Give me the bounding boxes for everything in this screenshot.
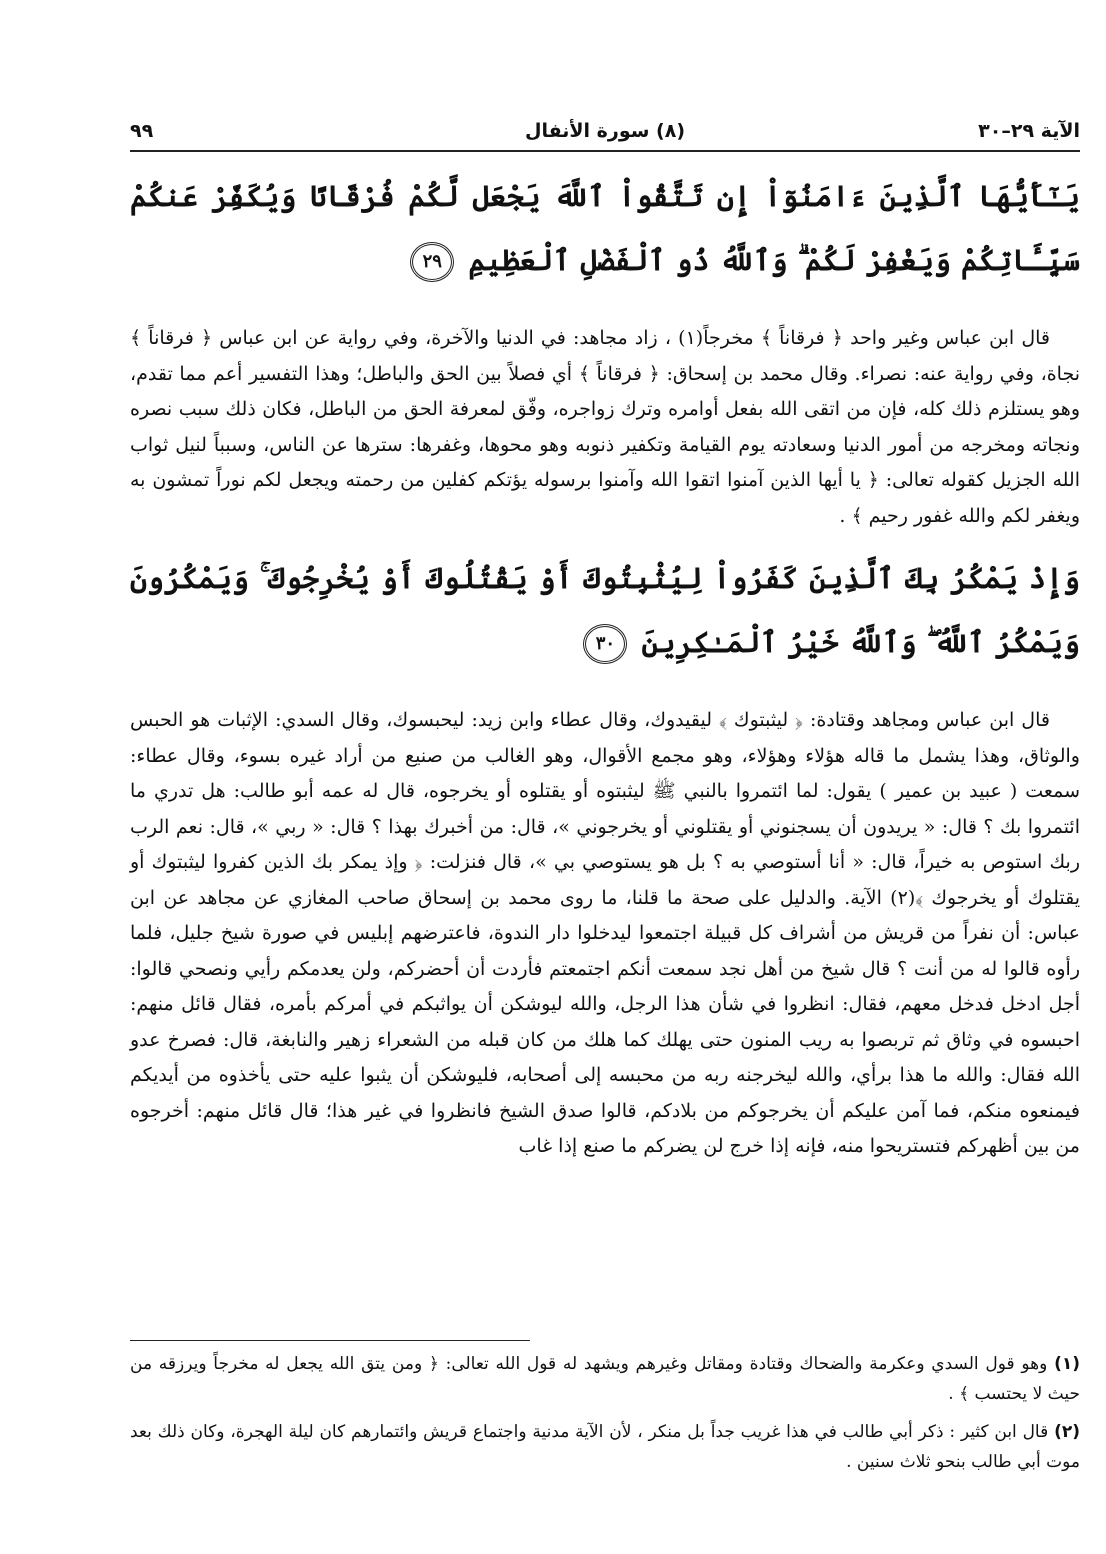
footnote-number: (٢) <box>1054 1422 1081 1442</box>
tafsir-paragraph: قال ابن عباس ومجاهد وقتادة: ﴿ ليثبتوك ﴾ ليقيدوك، وقال عطاء وابن زيد: ليحبسوك، وقال السدي: الإثبات هو الحبس والوثاق، وهذا يشمل ما قاله هؤلاء وهؤلاء، وهو مجمع الأقوال، وهو الغالب من صنيع من أراد غيره بسوء، وقال عطاء: سمعت ( عبيد بن عمير ) يقول: لما ائتمروا بالنبي ﷺ ليثبتوه أو يقتلوه أو يخرجوه، قال له عمه أبو طالب: هل تدري ما ائتمروا بك ؟ قال: « يريدون أن يسجنوني أو يقتلوني أو يخرجوني »، قال: من أخبرك بهذا ؟ قال: « ربي »، قال: نعم الرب ربك استوص به خيراً، قال: « أنا أستوصي به ؟ بل هو يستوصي بي »، قال فنزلت: ﴿ وإذ يمكر بك الذين كفروا ليثبتوك أو يقتلوك أو يخرجوك ﴾(٢) الآية. والدليل على صحة ما قلنا، ما روى محمد بن إسحاق صاحب المغازي عن مجاهد عن ابن عباس: أن نفراً من قريش من أشراف كل قبيلة اجتمعوا ليدخلوا دار الندوة، فاعترضهم إبليس في صورة شيخ جليل، فلما رأوه قالوا له من أنت ؟ قال شيخ من أهل نجد سمعت أنكم اجتمعتم فأردت أن أحضركم، ولن يعدمكم رأيي ونصحي قالوا: أجل ادخل فدخل معهم، فقال: انظروا في شأن هذا الرجل، والله ليوشكن أن يواثبكم في أمركم بأمره، فقال قائل منهم: احبسوه في وثاق ثم تربصوا به ريب المنون حتى يهلك كما هلك من كان قبله من الشعراء زهير والنابغة، قال: فصرخ عدو الله فقال: والله ما هذا برأي، والله ليخرجنه ربه من محبسه إلى أصحابه، فليوشكن أن يثبوا عليه حتى يأخذوه من أيديكم فيمنعوه منكم، فما آمن عليكم أن يخرجوكم من بلادكم، قالوا صدق الشيخ فانظروا في غير هذا؛ قال قائل منهم: أخرجوه من بين أظهركم فتستريحوا منه، فإنه إذا خرج لن يضركم ما صنع إذا غاب <box>130 709 1080 1157</box>
tafsir-paragraph: قال ابن عباس وغير واحد ﴿ فرقاناً ﴾ مخرجاً(١) ، زاد مجاهد: في الدنيا والآخرة، وفي رواية عن ابن عباس ﴿ فرقاناً ﴾ نجاة، وفي رواية عنه: نصراء. وقال محمد بن إسحاق: ﴿ فرقاناً ﴾ أي فصلاً بين الحق والباطل؛ وهذا التفسير أعم مما تقدم، وهو يستلزم ذلك كله، فإن من اتقى الله بفعل أوامره وترك زواجره، وفّق لمعرفة الحق من الباطل، فكان ذلك سبب نصره ونجاته ومخرجه من أمور الدنيا وسعادته يوم القيامة وتكفير ذنوبه وهو محوها، وغفرها: سترها عن الناس، وسبباً لنيل ثواب الله الجزيل كقوله تعالى: ﴿ يا أيها الذين آمنوا اتقوا الله وآمنوا برسوله يؤتكم كفلين من رحمته ويجعل لكم نوراً تمشون به ويغفر لكم والله غفور رحيم ﴾ . <box>130 327 1080 527</box>
book-page <box>130 100 1081 1472</box>
footnote-text: وهو قول السدي وعكرمة والضحاك وقتادة ومقاتل وغيرهم ويشهد له قول الله تعالى: ﴿ ومن يتق الله يجعل له مخرجاً ويرزقه من حيث لا يحتسب ﴾ . <box>130 1354 1080 1404</box>
page-number: ٩٩ <box>130 120 154 142</box>
footnote <box>130 1417 1080 1477</box>
footnotes-section <box>130 1332 1080 1477</box>
verse-number-mark: ٢٩ <box>410 242 454 282</box>
surah-title: (٨) سورة الأنفال <box>524 120 686 142</box>
verse-text: يَـٰٓأَيُّهَا ٱلَّذِينَ ءَامَنُوٓاْ إِن تَتَّقُواْ ٱللَّهَ يَجْعَل لَّكُمْ فُرْقَانًا وَيُكَفِّرْ عَنكُمْ سَيِّـَٔاتِكُمْ وَيَغْفِرْ لَكُمْ ۗ وَٱللَّهُ ذُو ٱلْفَضْلِ ٱلْعَظِيمِ <box>130 179 1080 277</box>
footnote-text: قال ابن كثير : ذكر أبي طالب في هذا غريب جداً بل منكر ، لأن الآية مدنية واجتماع قريش وائتمارهم كان ليلة الهجرة، وكان ذلك بعد موت أبي طالب بنحو ثلاث سنين . <box>130 1422 1080 1472</box>
running-header <box>130 100 1080 152</box>
footnote-number: (١) <box>1054 1354 1081 1374</box>
quran-verse-29 <box>130 164 1080 292</box>
verse-text: وَإِذْ يَمْكُرُ بِكَ ٱلَّذِينَ كَفَرُواْ لِيُثْبِتُوكَ أَوْ يَقْتُلُوكَ أَوْ يُخْرِجُوكَ ۚ وَيَمْكُرُونَ وَيَمْكُرُ ٱللَّهُ ۖ وَٱللَّهُ خَيْرُ ٱلْمَـٰكِرِينَ <box>130 561 1080 659</box>
footnote <box>130 1349 1080 1409</box>
quran-verse-30 <box>130 546 1080 674</box>
verse-number-mark: ٣٠ <box>583 624 627 664</box>
verse-range: الآية ٢٩–٣٠ <box>978 120 1080 142</box>
footnote-divider <box>130 1340 530 1341</box>
